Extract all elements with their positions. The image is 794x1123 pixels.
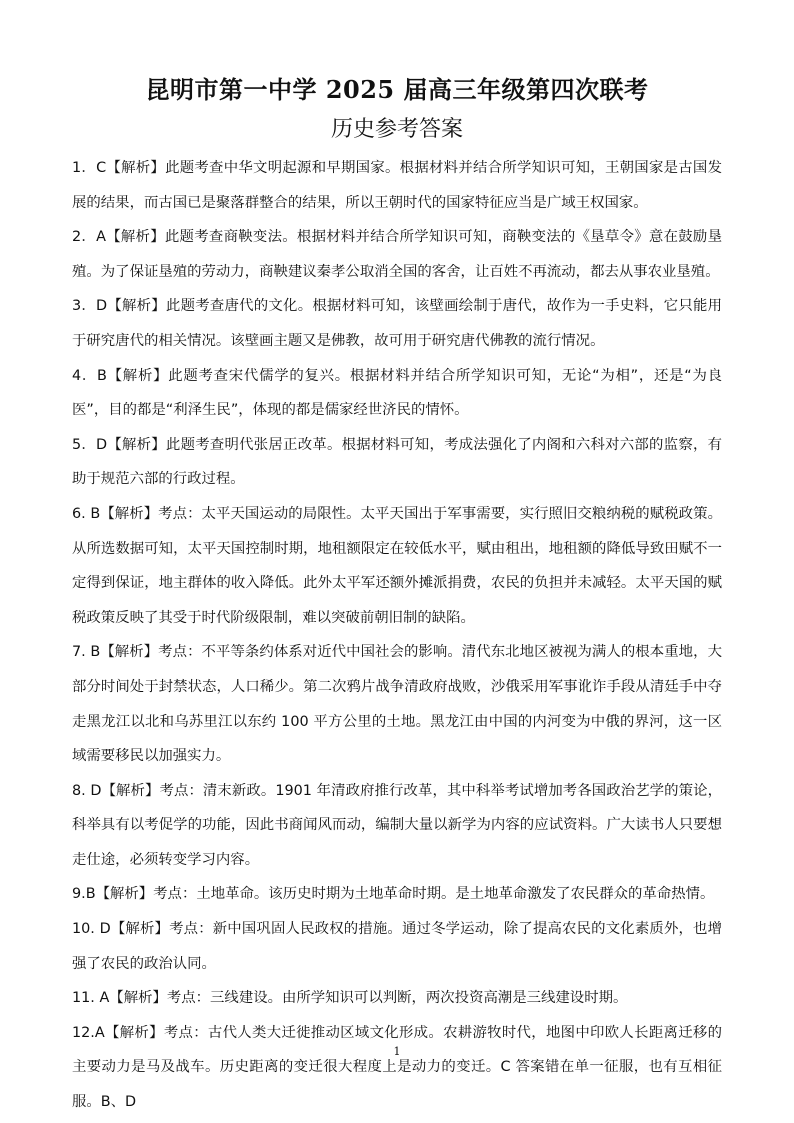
page-number: 1 xyxy=(393,1045,401,1058)
answer-item-4: 4．B【解析】此题考查宋代儒学的复兴。根据材料并结合所学知识可知，无论“为相”，还是“为良医”，目的都是“利泽生民”，体现的都是儒家经世济民的情怀。 xyxy=(72,367,722,419)
answer-item-9: 9.B【解析】考点：土地革命。该历史时期为土地革命时期。是土地革命激发了农民群众的革命热情。 xyxy=(72,886,715,903)
answer-item-3: 3．D【解析】此题考查唐代的文化。根据材料可知，该壁画绘制于唐代，故作为一手史料，它只能用于研究唐代的相关情况。该壁画主题又是佛教，故可用于研究唐代佛教的流行情况。 xyxy=(72,298,722,349)
answer-item-7: 7. B【解析】考点：不平等条约体系对近代中国社会的影响。清代东北地区被视为满人的根本重地，大部分时间处于封禁状态，人口稀少。第二次鸦片战争清政府战败，沙俄采用军事讹诈手段从清廷手中夺走黑龙江以北和乌苏里江以东约 100 平方公里的土地。黑龙江由中国的内河变为中俄的界河，这一区域需要移民以加强实力。 xyxy=(72,644,722,765)
page-subtitle: 历史参考答案 xyxy=(330,117,463,142)
answer-item-8: 8. D【解析】考点：清末新政。1901 年清政府推行改革，其中科举考试增加考各国政治艺学的策论，科举具有以考促学的功能，因此书商闻风而动，编制大量以新学为内容的应试资料。广大读书人只要想走仕途，必须转变学习内容。 xyxy=(72,782,722,868)
page-title: 昆明市第一中学 2025 届高三年级第四次联考 xyxy=(145,75,649,104)
answer-item-1: 1．C【解析】此题考查中华文明起源和早期国家。根据材料并结合所学知识可知，王朝国家是古国发展的结果，而古国已是聚落群整合的结果，所以王朝时代的国家特征应当是广域王权国家。 xyxy=(72,160,722,211)
answer-list xyxy=(72,151,722,1120)
answer-item-6: 6. B【解析】考点：太平天国运动的局限性。太平天国出于军事需要，实行照旧交粮纳税的赋税政策。从所选数据可知，太平天国控制时期，地租额限定在较低水平，赋由租出，地租额的降低导致田赋不一定得到保证，地主群体的收入降低。此外太平军还额外摊派捐费，农民的负担并未减轻。太平天国的赋税政策反映了其受于时代阶级限制，难以突破前朝旧制的缺陷。 xyxy=(72,505,722,626)
answer-item-2: 2．A【解析】此题考查商鞅变法。根据材料并结合所学知识可知，商鞅变法的《垦草令》意在鼓励垦殖。为了保证垦殖的劳动力，商鞅建议秦孝公取消全国的客舍，让百姓不再流动，都去从事农业垦殖。 xyxy=(72,229,722,280)
answer-item-10: 10. D【解析】考点：新中国巩固人民政权的措施。通过冬学运动，除了提高农民的文化素质外，也增强了农民的政治认同。 xyxy=(72,921,722,972)
answer-item-5: 5．D【解析】此题考查明代张居正改革。根据材料可知，考成法强化了内阁和六科对六部的监察，有助于规范六部的行政过程。 xyxy=(72,436,722,488)
answer-item-11: 11. A【解析】考点：三线建设。由所学知识可以判断，两次投资高潮是三线建设时期。 xyxy=(72,990,628,1007)
answer-item-12: 12.A【解析】考点：古代人类大迁徙推动区域文化形成。农耕游牧时代，地图中印欧人长距离迁移的主要动力是马及战车。历史距离的变迁很大程度上是动力的变迁。C 答案错在单一征服，也有互相征服。B、D xyxy=(72,1024,722,1111)
